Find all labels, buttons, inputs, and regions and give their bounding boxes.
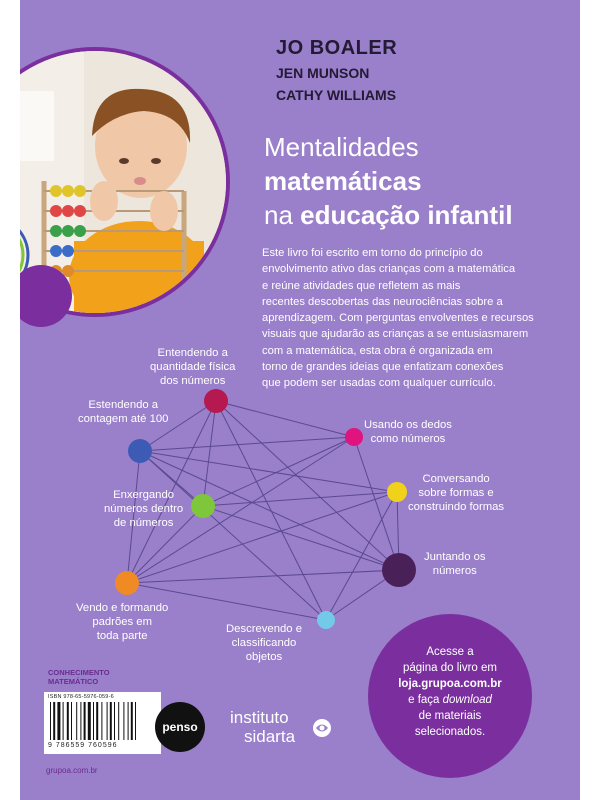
description-line: com a matemática, esta obra é organizada em <box>262 344 493 357</box>
network-edge <box>203 506 399 570</box>
label-quantidade: Entendendo a quantidade física dos números <box>150 347 236 387</box>
barcode-bar <box>96 702 98 740</box>
network-edge <box>216 401 354 437</box>
network-edge <box>203 401 216 506</box>
node-numeros-dentro <box>191 494 215 518</box>
barcode-bar <box>63 702 64 740</box>
callout-line-2: página do livro em <box>403 662 497 674</box>
category-label: CONHECIMENTO MATEMÁTICO <box>48 668 110 686</box>
barcode-bar <box>118 702 119 740</box>
description-line: e reúne atividades que refletem as mais <box>262 279 461 292</box>
description-line: aprendizagem. Com perguntas envolventes e recursos <box>262 312 534 325</box>
barcode-bar <box>50 702 51 740</box>
network-edge <box>140 437 354 451</box>
node-dedos <box>345 428 363 446</box>
isbn-text: ISBN 978-65-5976-059-6 <box>48 694 114 700</box>
label-padroes: Vendo e formando padrões em toda parte <box>76 602 169 642</box>
website-callout <box>368 614 532 778</box>
title-line-2: matemáticas <box>264 166 422 196</box>
barcode-bar <box>57 702 60 740</box>
network-edge <box>326 492 397 620</box>
website-footer[interactable]: grupoa.com.br <box>46 766 98 775</box>
barcode-bar <box>88 702 91 740</box>
title-line-3-prefix: na <box>264 200 301 230</box>
node-quantidade <box>204 389 228 413</box>
institute-line-1: instituto <box>230 708 289 727</box>
barcode-number: 9 786559 760596 <box>48 742 118 749</box>
barcode-bar <box>101 702 102 740</box>
node-padroes <box>115 571 139 595</box>
barcode-bar <box>93 702 94 740</box>
barcode-bar <box>76 702 77 740</box>
description-line: visuais que ajudarão as crianças a se entusiasmarem <box>262 328 529 341</box>
sidarta-mark-icon <box>312 718 332 738</box>
barcode-bar <box>128 702 129 740</box>
label-dedos: Usando os dedos como números <box>364 419 452 445</box>
description-line: recentes descobertas das neurociências sobre a <box>262 295 503 308</box>
description-line: Este livro foi escrito em torno do princípio do <box>262 247 483 259</box>
callout-url[interactable]: loja.grupoa.com.br <box>398 678 502 690</box>
network-edge <box>203 437 354 506</box>
title-line-3-bold: educação infantil <box>300 200 513 230</box>
network-edge <box>203 492 397 506</box>
network-edge <box>354 437 399 570</box>
barcode <box>44 692 161 754</box>
callout-line-6: selecionados. <box>414 726 486 738</box>
penso-logo: penso <box>155 702 205 752</box>
author-1: JO BOALER <box>276 37 398 59</box>
callout-line-1: Acesse a <box>426 646 474 658</box>
barcode-bar <box>71 702 72 740</box>
barcode-bar <box>135 702 136 740</box>
title-line-1: Mentalidades <box>264 132 419 162</box>
book-back-cover <box>20 0 580 800</box>
barcode-bar <box>123 702 124 740</box>
barcode-bar <box>107 702 108 740</box>
barcode-bar <box>84 702 86 740</box>
barcode-bars <box>48 702 156 740</box>
barcode-bar <box>131 702 133 740</box>
label-contagem: Estendendo a contagem até 100 <box>78 399 169 425</box>
callout-line-4: e faça <box>408 694 443 706</box>
network-edge <box>216 401 326 620</box>
description-line: envolvimento ativo das crianças com a matemática <box>262 263 516 276</box>
node-classificando <box>317 611 335 629</box>
node-contagem <box>128 439 152 463</box>
barcode-bar <box>53 702 55 740</box>
network-edge <box>127 570 399 583</box>
label-classificando: Descrevendo e classificando objetos <box>226 623 302 663</box>
instituto-sidarta-logo <box>230 708 295 746</box>
node-formas <box>387 482 407 502</box>
description-line: torno de grandes ideias que enfatizam conexões <box>262 361 504 374</box>
label-formas: Conversando sobre formas e construindo formas <box>408 473 505 513</box>
callout-line-5: de materiais <box>418 710 482 722</box>
author-2: JEN MUNSON <box>276 65 370 81</box>
node-juntando <box>382 553 416 587</box>
description-line: que podem ser usadas com qualquer currículo. <box>262 377 496 390</box>
barcode-bar <box>110 702 112 740</box>
label-numeros-dentro: Enxergando números dentro de números <box>104 489 184 529</box>
barcode-bar <box>67 702 69 740</box>
author-3: CATHY WILLIAMS <box>276 87 397 103</box>
label-juntando: Juntando os números <box>424 551 486 577</box>
callout-download: download <box>442 694 492 706</box>
barcode-bar <box>114 702 115 740</box>
institute-line-2: sidarta <box>244 727 296 746</box>
barcode-bar <box>80 702 81 740</box>
